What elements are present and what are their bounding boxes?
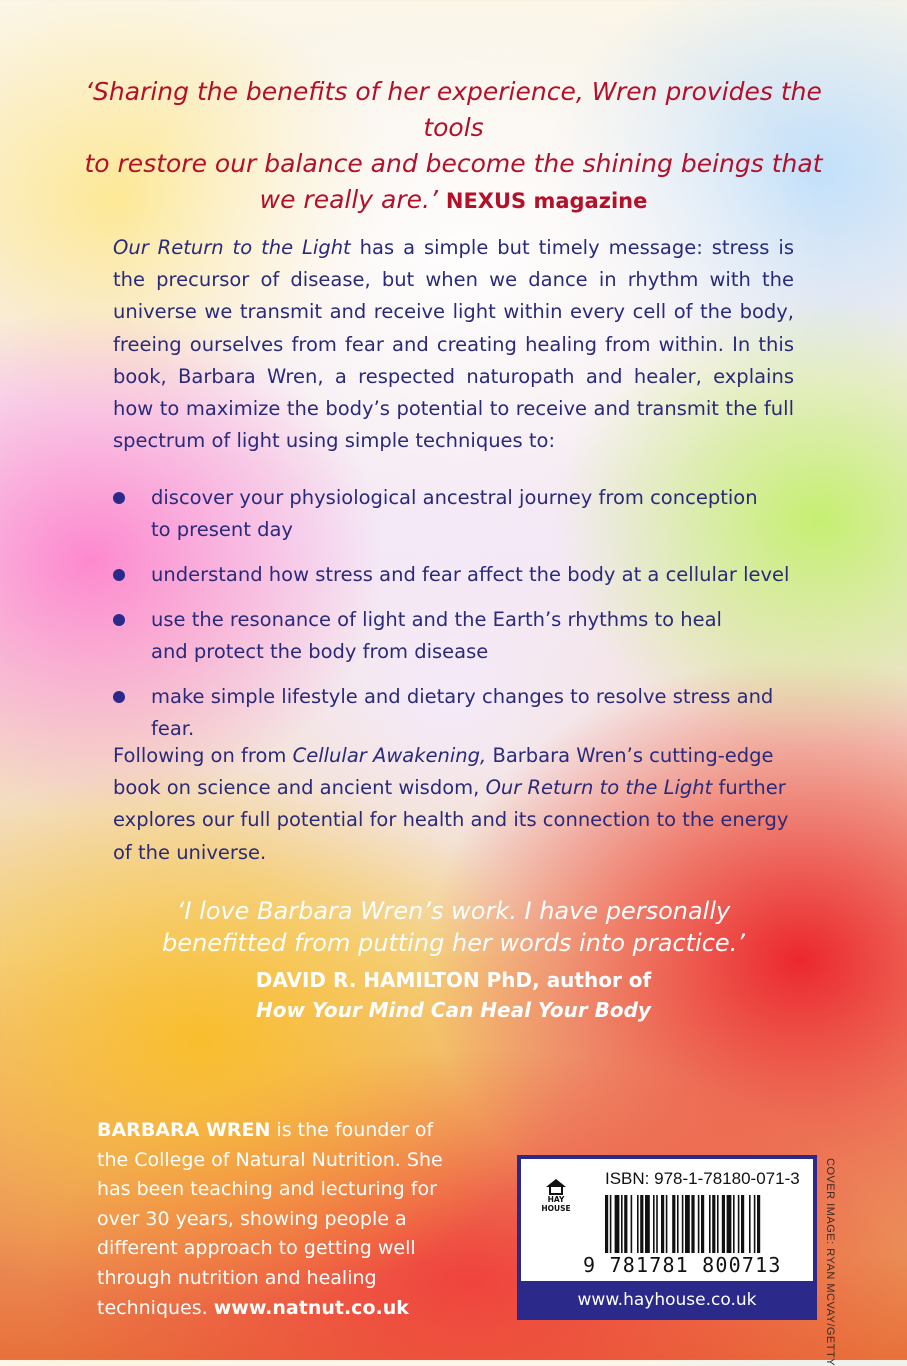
barcode-bar [717,1195,719,1253]
book-title-italic: Our Return to the Light [113,236,351,259]
barcode-bar [653,1195,655,1253]
book-description-text: has a simple but timely message: stress is the precursor of disease, but when we dance in rhythm with the universe we transmit and receive light within every cell of the body, freeing ourselves from fear and creating healing from within. In this book, Barbara Wren, a respected naturopath and healer, explains how to maximize the body’s potential to receive and transmit the full spectrum of light using simple techniques to: [113,236,794,453]
hay-house-logo [537,1179,575,1233]
author-bio-text: is the founder of the College of Natural Nutrition. She has been teaching and lecturing for over 30 years, showing people a different approach to getting well through nutrition and healing techniques. [97,1119,443,1319]
barcode-bar [741,1195,744,1253]
barcode-bar [754,1195,756,1253]
author-name: BARBARA WREN [97,1119,271,1141]
barcode-bar [672,1195,675,1253]
technique-list [113,482,813,758]
publisher-logo-line-1: HAY [547,1195,565,1204]
follow-text-3: further explores our full potential for health and its connection to the energy of the universe. [113,776,789,864]
barcode-bar [682,1195,684,1253]
follow-text-1: Following on from [113,744,287,767]
barcode-panel [517,1155,817,1320]
barcode-bar [637,1195,639,1253]
barcode-bar [722,1195,725,1253]
barcode-bar [605,1195,608,1253]
barcode-bar [624,1195,627,1253]
barcode-bar [712,1195,715,1253]
barcode-bar [709,1195,711,1253]
bullet-dot-icon [113,492,125,504]
list-item [113,559,813,591]
barcode-bar [640,1195,643,1253]
barcode-bar [610,1195,612,1253]
top-quote-line-3-text: we really are.’ [259,185,438,214]
barcode-bar [621,1195,623,1253]
list-item-line-1: make simple lifestyle and dietary changes to resolve stress and fear. [151,685,774,740]
list-item [113,681,813,745]
barcode-bar [733,1195,735,1253]
bullet-dot-icon [113,691,125,703]
top-quote-source: NEXUS magazine [445,189,648,213]
barcode-bar [691,1195,694,1253]
top-quote-line-2: to restore our balance and become the shining beings that [84,149,823,178]
barcode-bar [631,1195,633,1253]
barcode-bar [615,1195,620,1253]
publisher-logo-line-2: HOUSE [541,1204,571,1213]
list-item-line-1: understand how stress and fear affect the body at a cellular level [151,563,790,586]
barcode-bar [661,1195,664,1253]
barcode-bar [698,1195,700,1253]
list-item [113,482,813,546]
barcode-bar [677,1195,679,1253]
follow-book-1: Cellular Awakening, [292,744,487,767]
author-bio [97,1116,457,1323]
list-item-line-2: and protect the body from disease [151,640,489,663]
house-roof-icon [546,1179,566,1187]
barcode-bar [656,1195,658,1253]
barcode-bar [727,1195,732,1253]
barcode-bar [685,1195,690,1253]
cover-image-credit: COVER IMAGE: RYAN MCVAY/GETTY [824,1158,836,1366]
follow-text-2: Barbara Wren’s cutting-edge book on science and ancient wisdom, [113,744,774,800]
bullet-dot-icon [113,569,125,581]
barcode-bar [738,1195,740,1253]
list-item-line-1: use the resonance of light and the Earth’s rhythms to heal [151,608,722,631]
list-item-line-2: to present day [151,518,293,541]
top-quote-line-1: ‘Sharing the benefits of her experience, Wren provides the tools [85,77,822,142]
endorsement-line-2: benefitted from putting her words into practice.’ [162,929,745,957]
endorsement-line-1: ‘I love Barbara Wren’s work. I have personally [176,897,731,925]
follow-book-2: Our Return to the Light [485,776,713,800]
barcode-bar [701,1195,704,1253]
house-body-icon [549,1187,563,1195]
author-website: www.natnut.co.uk [213,1296,409,1319]
publisher-website: www.hayhouse.co.uk [577,1290,757,1310]
barcode-bar [757,1195,760,1253]
endorsement-author: DAVID R. HAMILTON PhD, author of [255,968,652,992]
list-item [113,604,813,668]
book-description [113,232,794,457]
endorsement-book: How Your Mind Can Heal Your Body [256,998,651,1022]
follow-on-paragraph [113,740,794,869]
barcode-area [521,1159,813,1281]
bullet-dot-icon [113,614,125,626]
endorsement-quote [120,895,787,1025]
barcode-bar [749,1195,751,1253]
list-item-line-1: discover your physiological ancestral journey from conception [151,486,758,509]
barcode-bars-icon [605,1195,805,1253]
barcode-digits: 9 781781 800713 [583,1253,782,1277]
barcode-bar [645,1195,650,1253]
isbn-number: ISBN: 978-1-78180-071-3 [605,1169,800,1188]
barcode-bar [666,1195,668,1253]
top-quote-line-3 [60,182,847,219]
top-review-quote [60,74,847,219]
